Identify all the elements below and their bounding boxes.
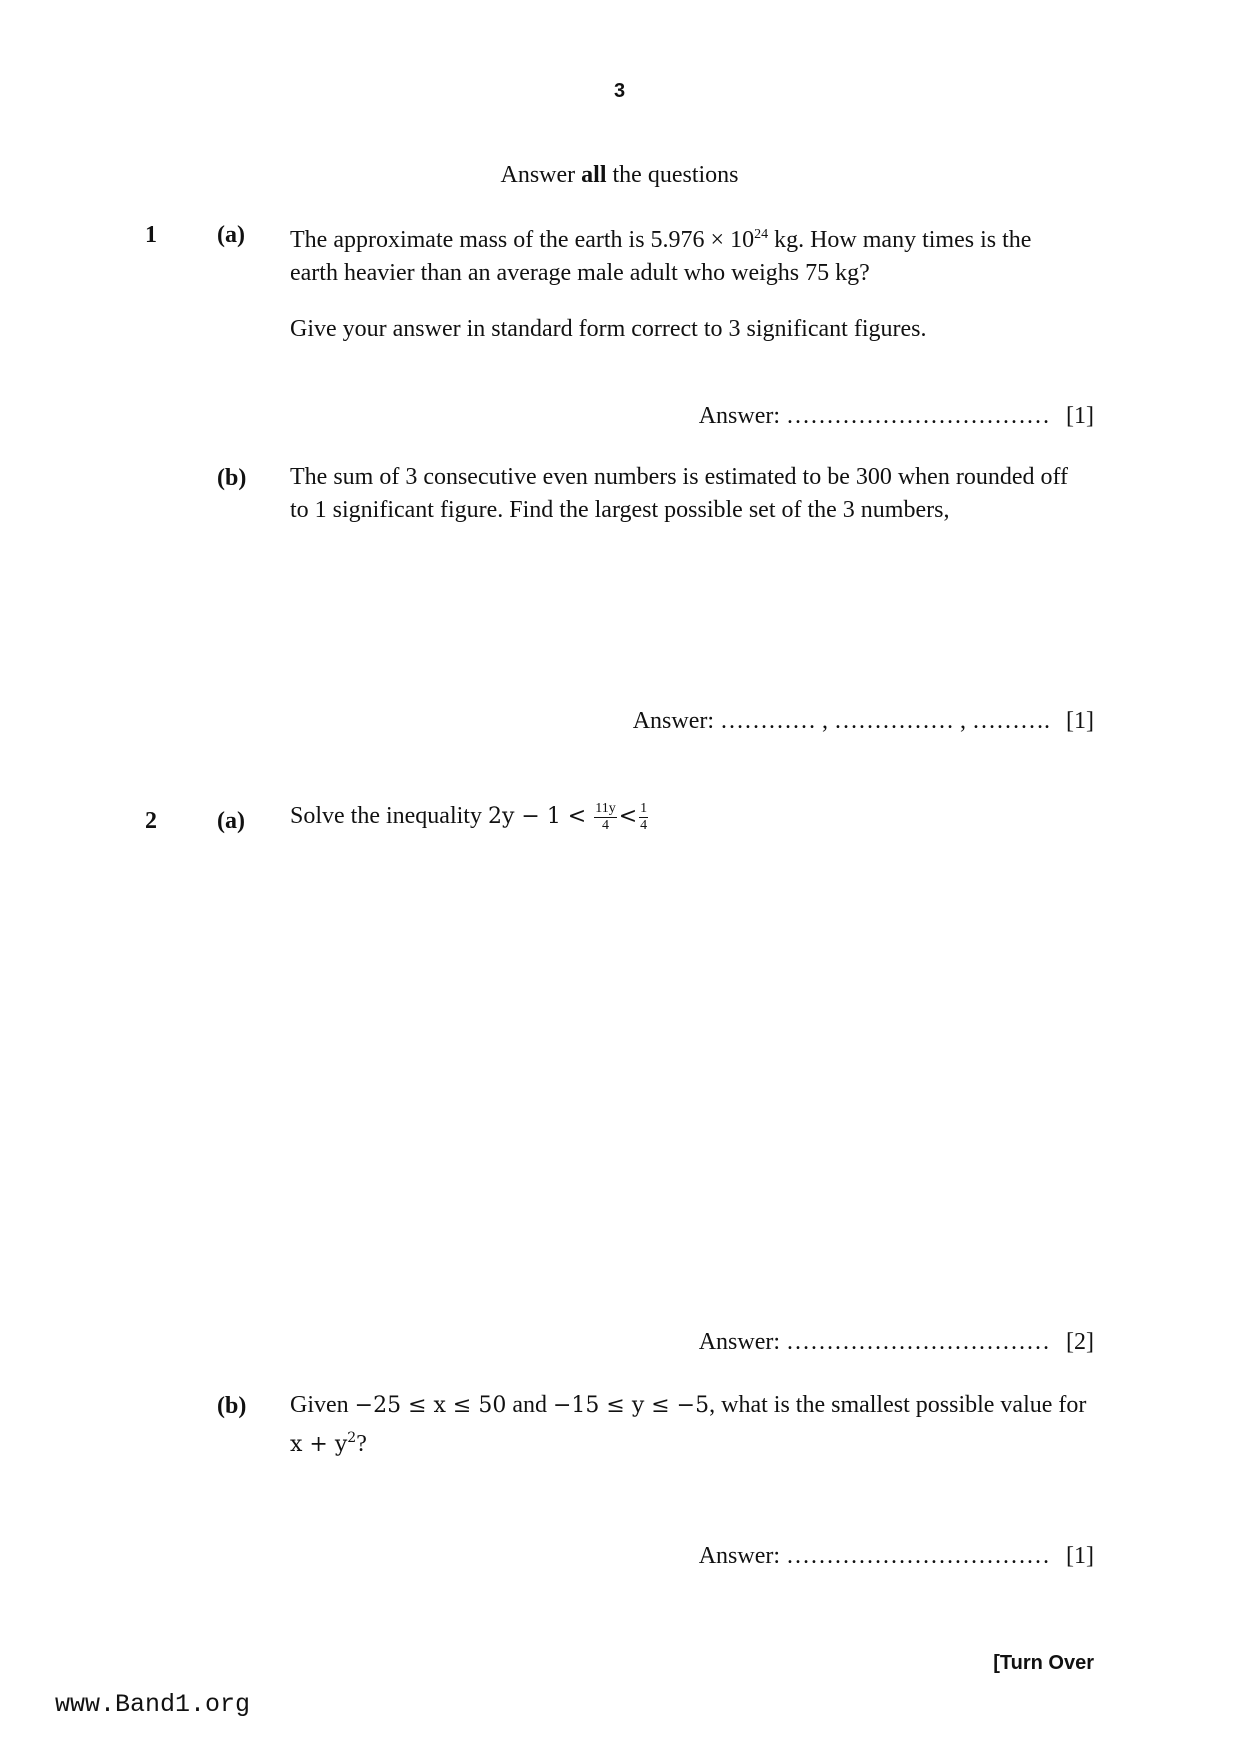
inequality-left: 2y − 1 < xyxy=(487,804,587,829)
fraction-11y-over-4: $\frac{11y}{4}$ xyxy=(595,800,616,833)
answer-space[interactable]: …………………………… xyxy=(786,1543,1051,1569)
answer-label: Answer: xyxy=(698,1543,781,1569)
footer-url[interactable]: www.Band1.org xyxy=(55,1690,251,1719)
question-2b-answer xyxy=(699,1543,1094,1570)
marks: [1] xyxy=(1066,403,1094,429)
question-1a-instruction: Give your answer in standard form correct to 3 significant figures. xyxy=(290,316,927,342)
question-1a-line-1: The approximate mass of the earth is $5.976 \times 10^{24}$ kg. How many times is the xyxy=(290,227,1032,253)
question-2b-label: (b) xyxy=(217,1393,247,1419)
instruction xyxy=(0,162,1239,189)
instruction-prefix: Answer xyxy=(500,162,582,188)
question-1b-answer xyxy=(633,708,1094,735)
answer-label: Answer: xyxy=(698,1329,781,1355)
question-2a-label: (a) xyxy=(217,808,245,834)
question-1a-line-2: earth heavier than an average male adult who weighs 75 kg? xyxy=(290,260,870,286)
question-1a-label: (a) xyxy=(217,222,245,248)
question-1a-answer xyxy=(699,403,1094,430)
turn-over-note: [Turn Over xyxy=(993,1652,1094,1674)
question-2a-text xyxy=(290,800,650,834)
answer-label: Answer: xyxy=(698,403,781,429)
question-1-number: 1 xyxy=(145,222,157,248)
question-2a-prompt: Solve the inequality xyxy=(290,803,488,829)
marks: [2] xyxy=(1066,1329,1094,1355)
question-1a-text xyxy=(290,218,1095,290)
question-1b-line-2: to 1 significant figure. Find the largest possible set of the 3 numbers, xyxy=(290,497,950,523)
inequality-mid: < xyxy=(618,804,638,829)
question-2-number: 2 xyxy=(145,808,157,834)
question-1b-label: (b) xyxy=(217,465,247,491)
question-2a-answer xyxy=(699,1329,1094,1356)
instruction-emphasis: all xyxy=(581,162,607,188)
fraction-1-over-4: $\frac{1}{4}$ xyxy=(640,800,648,833)
page-number: 3 xyxy=(613,80,626,102)
question-1b-line-1: The sum of 3 consecutive even numbers is estimated to be 300 when rounded off xyxy=(290,464,1069,490)
answer-space[interactable]: …………………………… xyxy=(786,1329,1051,1355)
question-2b-line-2: $x + y^2$? xyxy=(290,1430,367,1457)
instruction-suffix: the questions xyxy=(606,162,739,188)
answer-space[interactable]: …………………………… xyxy=(786,403,1051,429)
marks: [1] xyxy=(1066,708,1094,734)
answer-space[interactable]: ………… , …………… , ………. xyxy=(720,708,1051,734)
question-2b-line-1: Given −25 ≤ x ≤ 50 and −15 ≤ y ≤ −5, what is the smallest possible value for xyxy=(290,1392,1087,1418)
question-2b-text xyxy=(290,1389,1095,1461)
marks: [1] xyxy=(1066,1543,1094,1569)
question-1b-text xyxy=(290,461,1100,527)
answer-label: Answer: xyxy=(632,708,715,734)
